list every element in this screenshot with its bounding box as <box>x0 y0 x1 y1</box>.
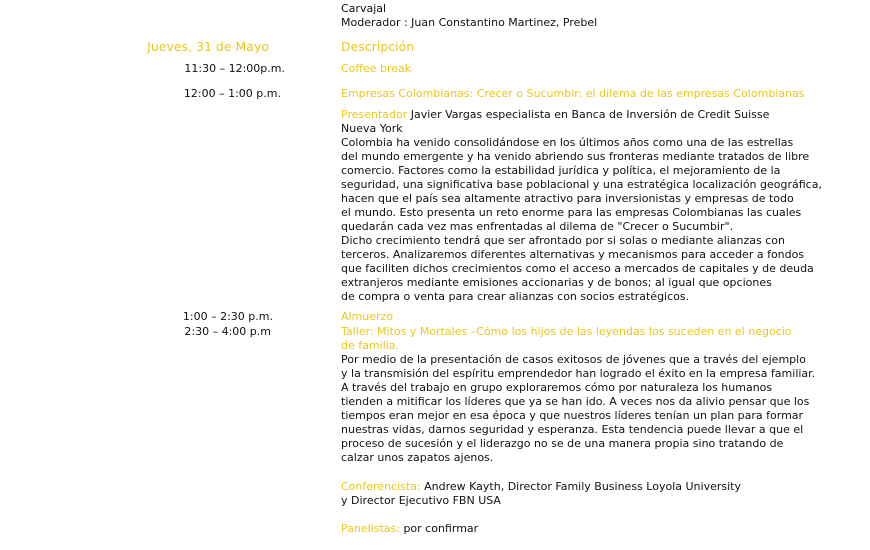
session-time: 12:00 – 1:00 p.m. <box>183 87 281 100</box>
presenter-line <box>341 108 769 122</box>
description-line: que faciliten dichos crecimientos como el acceso a mercados de capitales y de deuda <box>341 262 814 275</box>
description-line: Por medio de la presentación de casos exitosos de jóvenes que a través del ejemplo <box>341 353 806 366</box>
description-line: el mundo. Esto presenta un reto enorme para las empresas Colombianas las cuales <box>341 206 802 219</box>
panel-line <box>341 522 478 536</box>
day-date-heading: Jueves, 31 de Mayo <box>147 39 269 54</box>
description-line: proceso de sucesión y el liderazgo no se de una manera propia sino tratando de <box>341 437 784 450</box>
speaker-line <box>341 480 741 494</box>
presenter-label: Presentador <box>341 108 408 121</box>
description-column-heading: Descripción <box>341 39 415 54</box>
session-time: 11:30 – 12:00p.m. <box>184 62 285 75</box>
speaker-name: Andrew Kayth, Director Family Business Loyola University <box>420 480 741 493</box>
description-line: del mundo emergente y ha venido abriendo sus fronteras mediante tratados de libre <box>341 150 810 163</box>
description-line: seguridad, una significativa base poblacional y una estratégica localización geográfica, <box>341 178 822 191</box>
description-line: y la transmisión del espíritu emprendedor han logrado el éxito en la empresa familiar. <box>341 367 816 380</box>
workshop-title-continued: de familia. <box>341 339 399 352</box>
description-line: comercio. Factores como la estabilidad jurídica y política, el mejoramiento de la <box>341 164 781 177</box>
description-line: tienden a mitificar los líderes que ya se han ido. A veces nos da alivio pensar que los <box>341 395 810 408</box>
description-line: Dicho crecimiento tendrá que ser afrontado por si solas o mediante alianzas con <box>341 234 786 247</box>
description-line: hacen que el país sea altamente atractivo para inversionistas y empresas de todo <box>341 192 794 205</box>
session-title: Empresas Colombianas: Crecer o Sucumbir: el dilema de las empresas Colombianas <box>341 87 805 100</box>
panel-label: Panelistas: <box>341 522 400 535</box>
session-time: 1:00 – 2:30 p.m. <box>182 310 273 323</box>
speaker-label: Conferencista: <box>341 480 421 493</box>
moderator-line: Moderador : Juan Constantino Martinez, Prebel <box>341 16 598 29</box>
session-time: 2:30 – 4:00 p.m <box>184 325 271 338</box>
description-line: A través del trabajo en grupo exploraremos cómo por naturaleza los humanos <box>341 381 773 394</box>
description-line: nuestras vidas, darnos seguridad y esperanza. Esta tendencia puede llevar a que el <box>341 423 804 436</box>
session-title: Almuerzo <box>341 310 394 323</box>
workshop-description <box>341 353 815 465</box>
workshop-title: Taller: Mitos y Mortales –Cómo los hijos de las leyendas los suceden en el negocio <box>341 325 792 338</box>
description-line: quedarán cada vez mas enfrentadas al dilema de "Crecer o Sucumbir". <box>341 220 734 233</box>
session-description <box>341 136 822 304</box>
description-line: Colombia ha venido consolidándose en los últimos años como una de las estrellas <box>341 136 794 149</box>
description-line: de compra o venta para crear alianzas con socios estratégicos. <box>341 290 690 303</box>
description-line: tiempos eran mejor en esa época y que nuestros líderes tenían un plan para formar <box>341 409 804 422</box>
presenter-name: Javier Vargas especialista en Banca de Inversión de Credit Suisse <box>407 108 770 121</box>
description-line: extranjeros mediante emisiones accionarias y de bonos; al igual que opciones <box>341 276 772 289</box>
session-title: Coffee break <box>341 62 412 75</box>
speaker-affiliation: y Director Ejecutivo FBN USA <box>341 494 501 507</box>
description-line: calzar unos zapatos ajenos. <box>341 451 494 464</box>
description-line: terceros. Analizaremos diferentes alternativas y mecanismos para acceder a fondos <box>341 248 805 261</box>
previous-session-line: Carvajal <box>341 2 387 15</box>
panel-value: por confirmar <box>399 522 479 535</box>
presenter-location: Nueva York <box>341 122 403 135</box>
